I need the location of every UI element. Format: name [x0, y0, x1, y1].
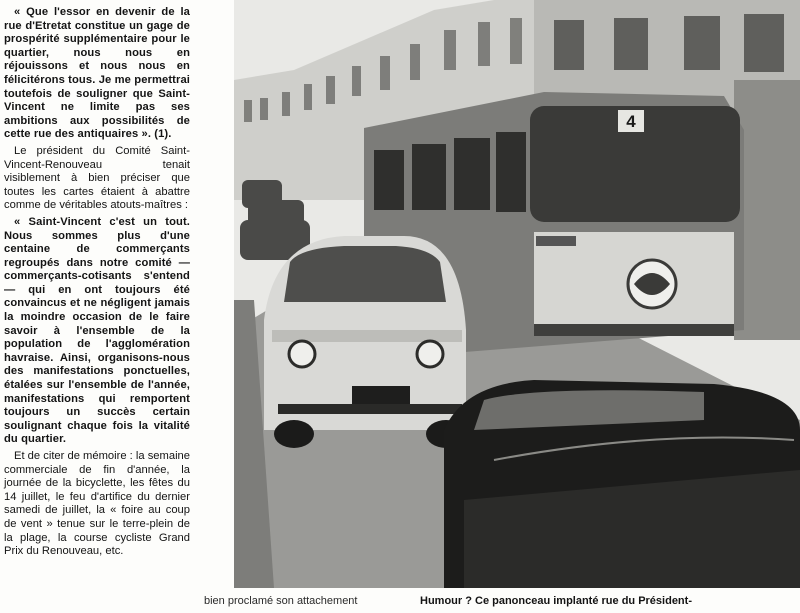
article-paragraph-quote-1: « Que l'essor en devenir de la rue d'Etretat constitue un gage de prospérité supplémentaire pour le quartier, nous nous en réjouissons et nous nous en félicitérons tous. Je me permettrai toutefois de souligner que Saint-Vincent ne limite pas ses ambitions aux possibilités de cette rue des antiquaires ». (1). — [4, 6, 190, 141]
article-column — [4, 6, 190, 562]
bus-route-number: 4 — [626, 112, 636, 131]
continued-article-text: bien proclamé son attachement — [204, 595, 358, 607]
bottom-text-row — [204, 594, 800, 613]
article-paragraph-president: Le président du Comité Saint-Vincent-Renouveau tenait visiblement à bien préciser que toutes les cartes étaient à abattre comme de véritables atouts-maîtres : — [4, 144, 190, 212]
photo-caption: Humour ? Ce panonceau implanté rue du Président- — [420, 595, 692, 607]
street-photo — [234, 0, 800, 588]
article-paragraph-quote-2: « Saint-Vincent c'est un tout. Nous sommes plus d'une centaine de commerçants regroupés dans notre comité — commerçants-cotisants s'entend — qui en ont toujours été convaincus et ne négligent jamais la moindre occasion de le faire savoir à l'ensemble de la population de l'agglomération havraise. Ainsi, organisons-nous des manifestations ponctuelles, étalées sur l'ensemble de l'année, manifestations qui remportent toujours un succès certain soulignant chaque fois la vitalité du quartier. — [4, 215, 190, 446]
article-paragraph-events: Et de citer de mémoire : la semaine commerciale de fin d'année, la journée de la bicyclette, les fêtes du 14 juillet, le feu d'artifice du dernier samedi de juillet, la « foire au coup de vent » tenue sur le terre-plein de la plage, la course cycliste Grand Prix du Renouveau, etc. — [4, 450, 190, 558]
